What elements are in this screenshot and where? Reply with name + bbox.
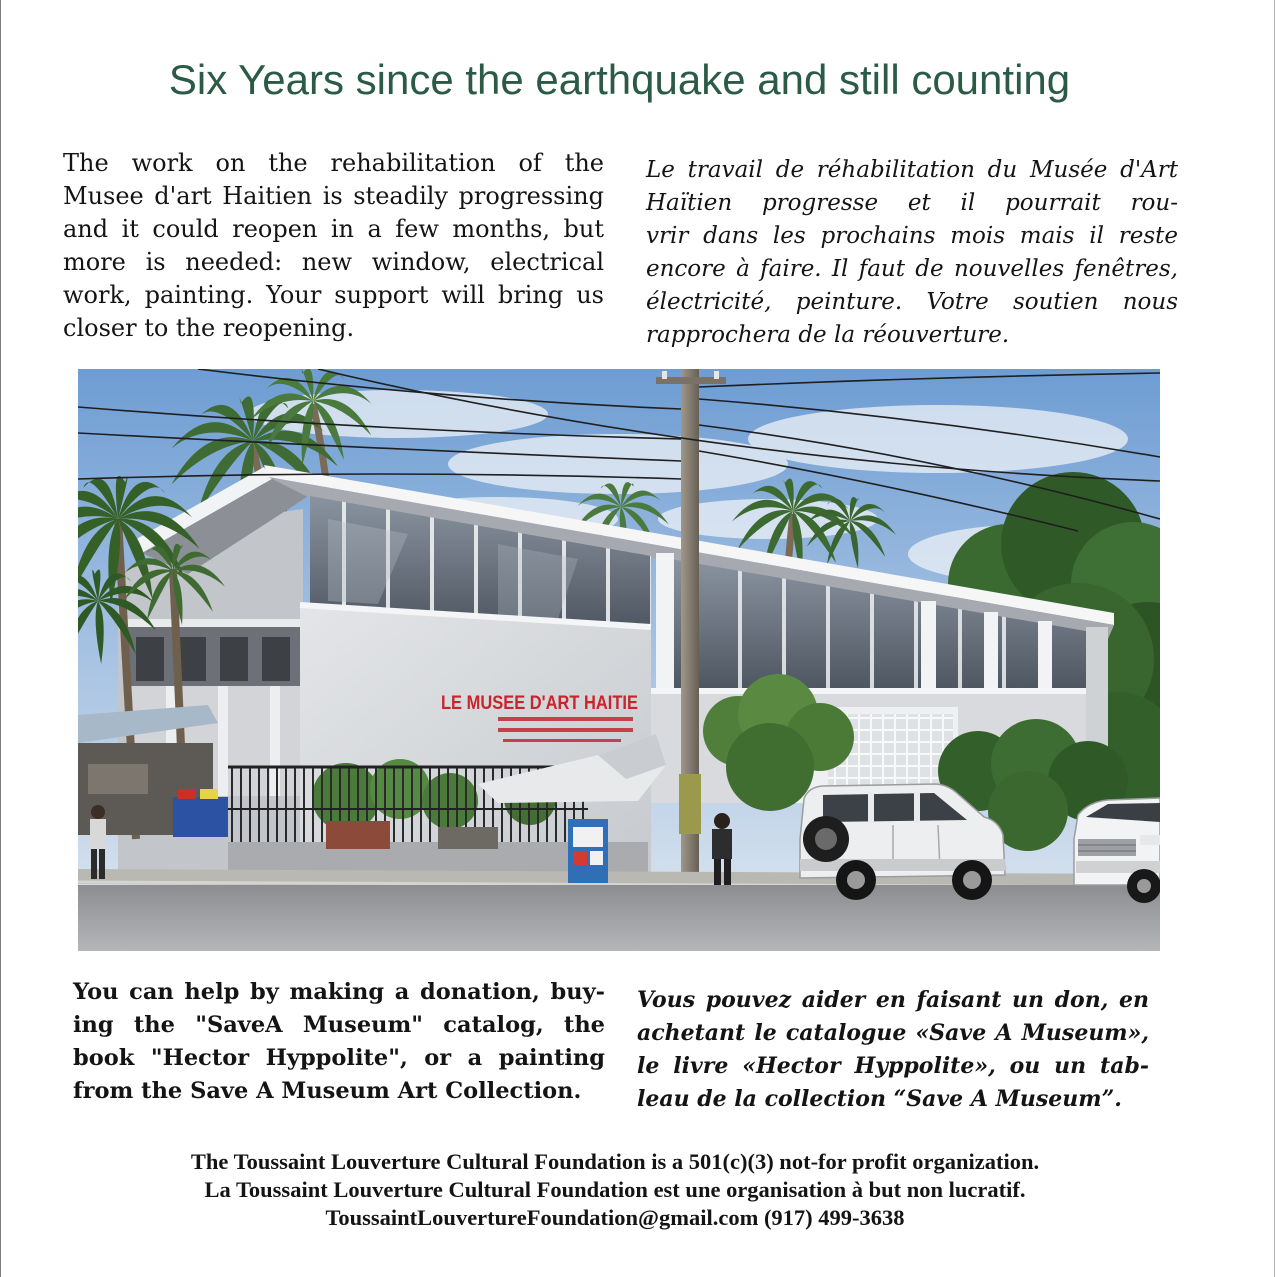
intro-english-line: closer to the reopening. bbox=[63, 314, 355, 342]
poster-board bbox=[568, 819, 608, 883]
footer-contact: ToussaintLouvertureFoundation@gmail.com (917) 499-3638 bbox=[325, 1205, 905, 1230]
intro-english-line: Musee d'art Haitien is steadily progressing bbox=[63, 182, 604, 210]
intro-french-line: Le travail de réhabilitation du Musée d'Art bbox=[646, 157, 1178, 183]
intro-english-line: and it could reopen in a few months, but bbox=[63, 215, 604, 243]
footer bbox=[61, 1148, 1169, 1232]
footer-nonprofit-english: The Toussaint Louverture Cultural Foundation is a 501(c)(3) not-for profit organization. bbox=[190, 1149, 1040, 1174]
intro-english-line: The work on the rehabilitation of the bbox=[63, 149, 604, 177]
help-english-line: You can help by making a donation, buy- bbox=[73, 979, 605, 1005]
help-french-line: Vous pouvez aider en faisant un don, en bbox=[637, 987, 1149, 1013]
sign-subline bbox=[498, 728, 633, 732]
street bbox=[78, 869, 1160, 951]
help-english-line: book "Hector Hyppolite", or a painting bbox=[73, 1045, 605, 1071]
sign-subline bbox=[498, 717, 633, 721]
help-french-line: achetant le catalogue «Save A Museum», bbox=[637, 1020, 1149, 1046]
help-english-paragraph bbox=[73, 976, 605, 1108]
help-english-line: ing the "SaveA Museum" catalog, the bbox=[73, 1012, 605, 1038]
help-french-line: leau de la collection “Save A Museum”. bbox=[637, 1086, 1122, 1112]
help-english-line: from the Save A Museum Art Collection. bbox=[73, 1078, 582, 1104]
intro-french-line: vrir dans les prochains mois mais il reste bbox=[646, 223, 1178, 249]
intro-french-line: encore à faire. Il faut de nouvelles fenêtres, bbox=[646, 256, 1178, 282]
museum-sign-text: LE MUSEE D'ART HAITIE bbox=[441, 693, 638, 714]
page-title: Six Years since the earthquake and still counting bbox=[168, 56, 1071, 103]
help-french-paragraph bbox=[637, 984, 1149, 1116]
intro-french-line: électricité, peinture. Votre soutien nous bbox=[646, 289, 1178, 315]
intro-french-line: rapprochera de la réouverture. bbox=[646, 322, 1010, 348]
intro-french-paragraph bbox=[646, 154, 1178, 352]
sign-subline bbox=[503, 739, 621, 742]
intro-french-line: Haïtien progresse et il pourrait rou- bbox=[646, 190, 1178, 216]
intro-english-paragraph bbox=[63, 147, 604, 345]
help-french-line: le livre «Hector Hyppolite», ou un tab- bbox=[637, 1053, 1149, 1079]
museum-photo bbox=[78, 369, 1160, 951]
footer-nonprofit-french: La Toussaint Louverture Cultural Foundation est une organisation à but non lucratif. bbox=[204, 1177, 1026, 1202]
intro-english-line: work, painting. Your support will bring us bbox=[63, 281, 604, 309]
intro-english-line: more is needed: new window, electrical bbox=[63, 248, 604, 276]
